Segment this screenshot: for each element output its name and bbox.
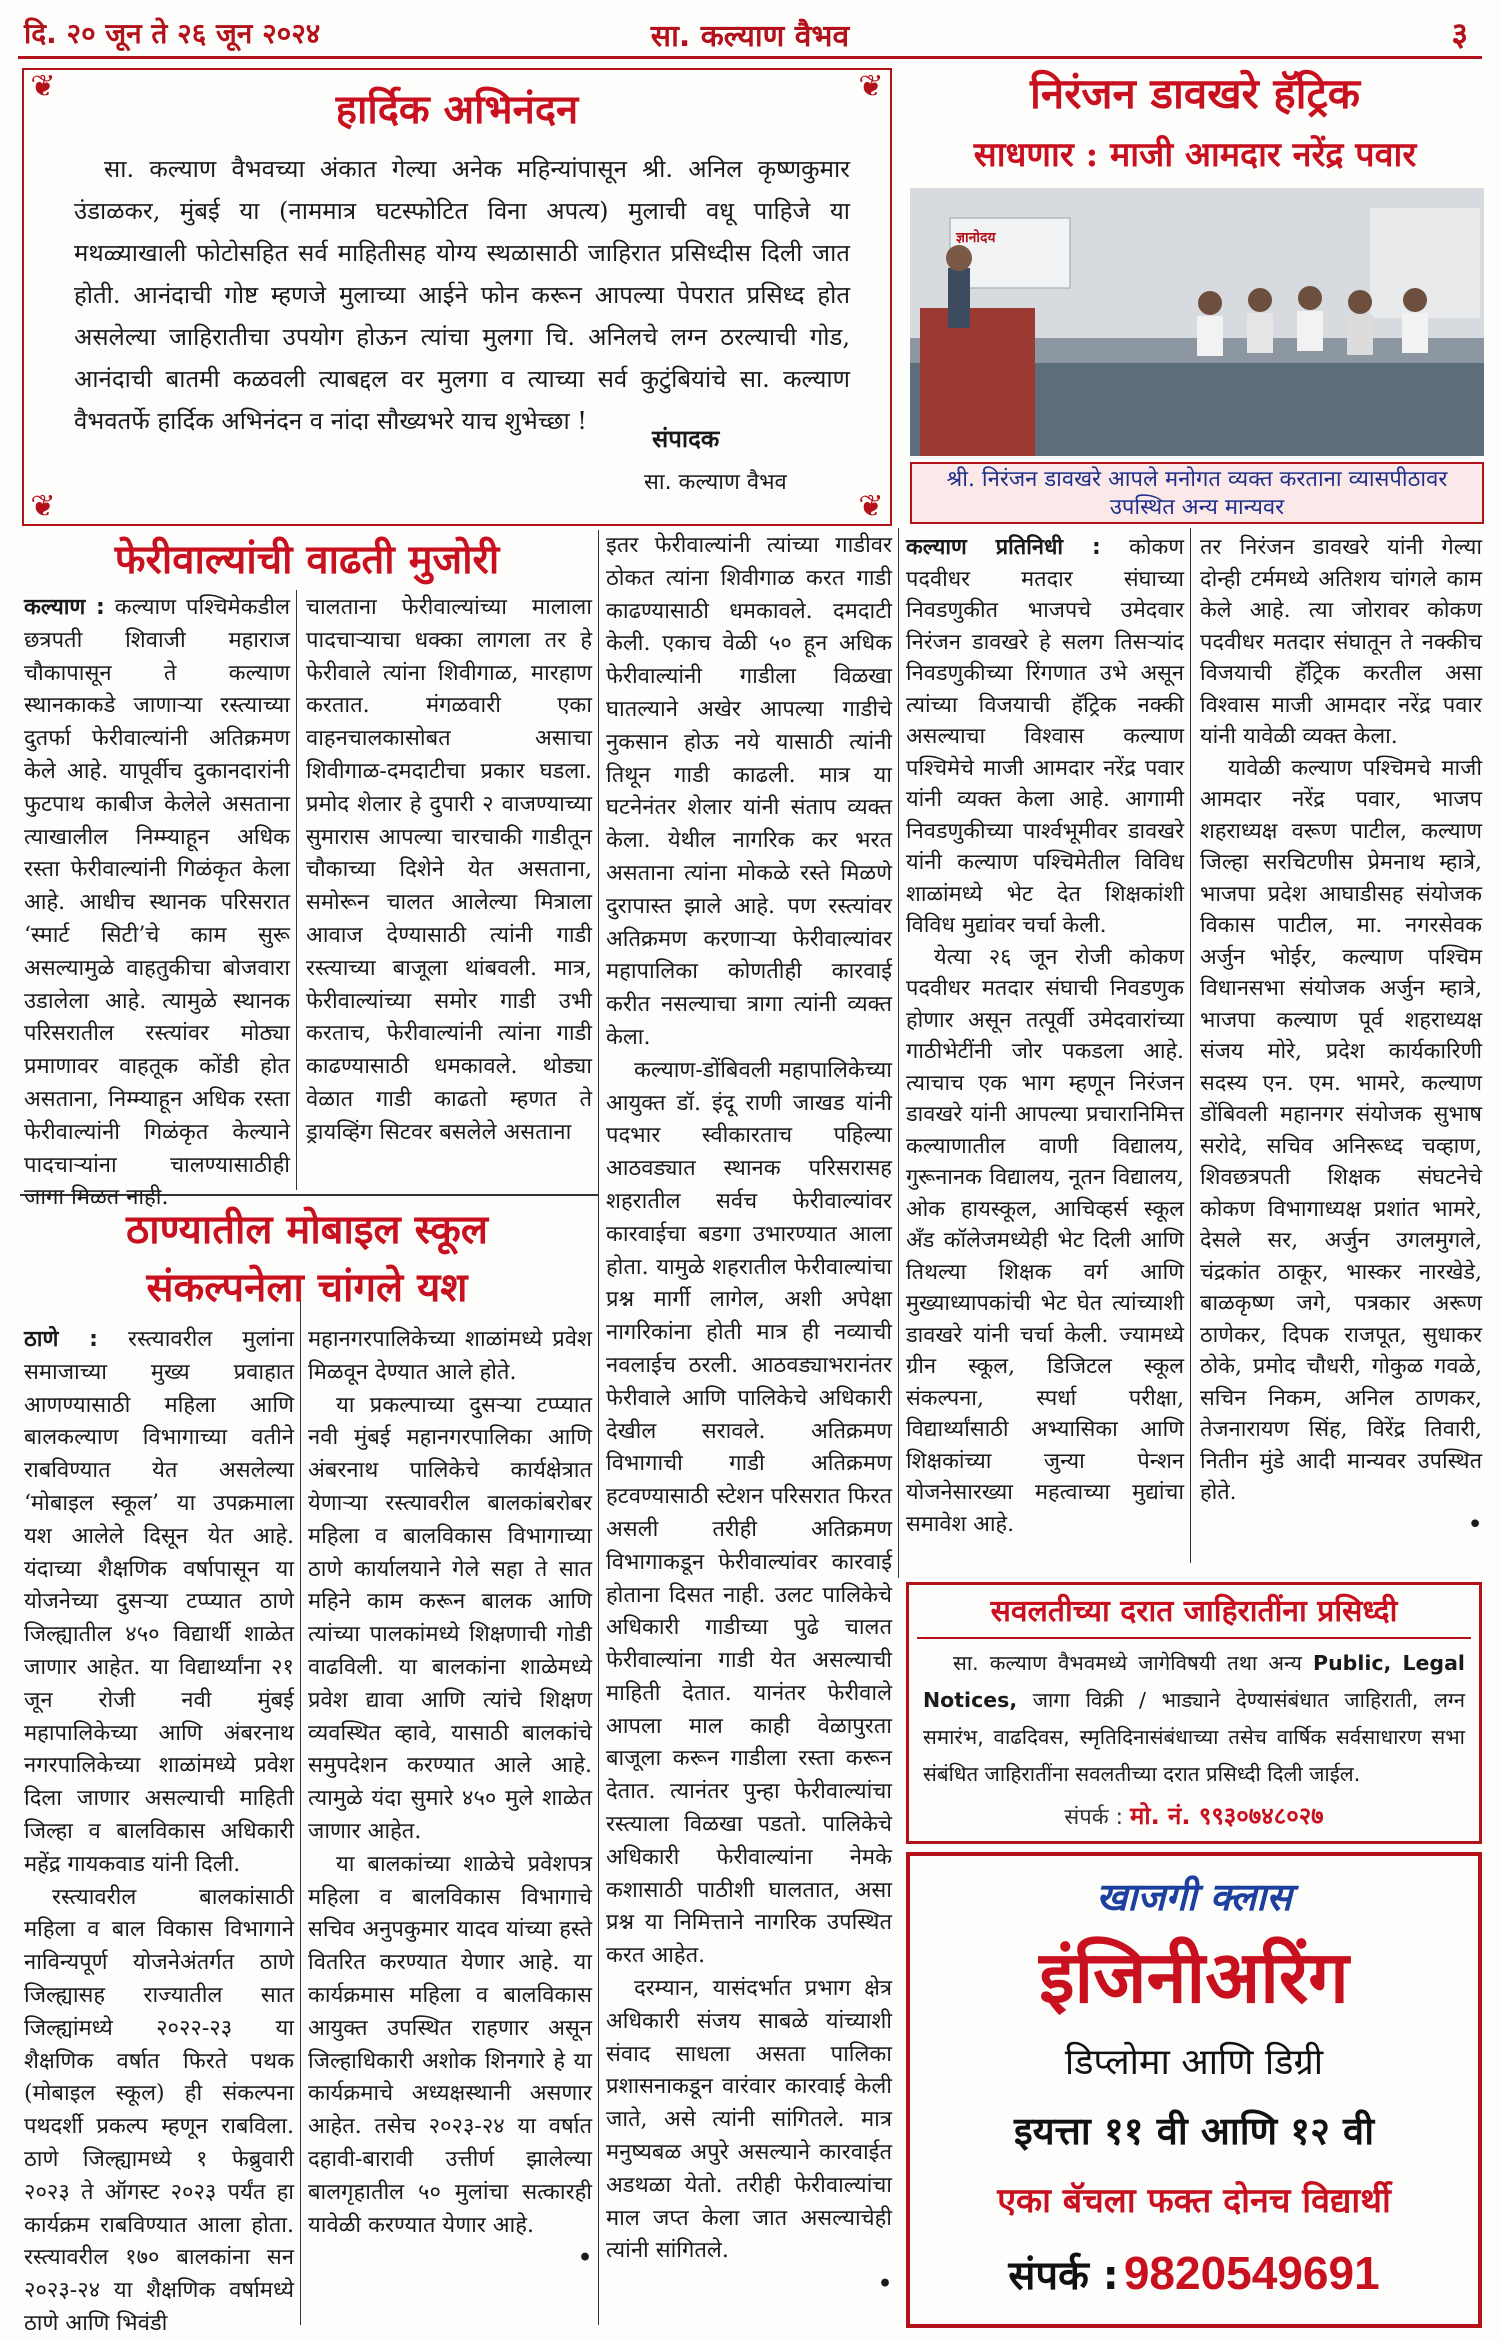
discount-ad-title: सवलतीच्या दरात जाहिरातींना प्रसिध्दी: [917, 1591, 1471, 1639]
school-headline-1: ठाण्यातील मोबाइल स्कूल: [126, 1206, 488, 1253]
column-rule: [300, 1300, 301, 2325]
page-header: [18, 6, 1482, 59]
discount-ad-public: Public,: [1313, 1651, 1392, 1675]
event-photo: [910, 188, 1484, 456]
photo-banner-text: ज्ञानोदय: [956, 230, 996, 246]
niranjan-paragraph: येत्या २६ जून रोजी कोकण पदवीधर मतदार संघाची निवडणुक होणार असून तत्पूर्वी उमेदवारांच्या गाठीभेटींनी जोर पकडला आहे. त्याचाच एक भाग म्हणून निरंजन डावखरे यांनी आपल्या प्रचारानिमित्त कल्याणातील वाणी विद्यालय, गुरूनानक विद्यालय, नूतन विद्यालय, ओक हायस्कूल, आचिव्हर्स स्कूल अँड कॉलेजमध्येही भेट दिली आणि तिथल्या शिक्षक वर्ग आणि मुख्याध्यापकांची भेट घेत त्यांच्याशी डावखरे यांनी चर्चा केली. ज्यामध्ये ग्रीन स्कूल, डिजिटल स्कूल संकल्पना, स्पर्धा परीक्षा, विद्यार्थ्यांसाठी अभ्यासिका आणि शिक्षकांच्या जुन्या पेन्शन योजनेसारख्या महत्वाच्या मुद्यांचा समावेश आहे.: [906, 944, 1184, 1537]
feriwale-paragraph: चालताना फेरीवाल्यांच्या मालाला पादचाऱ्याचा धक्का लागला तर हे फेरीवाले त्यांना शिवीगाळ, मारहाण करतात. मंगळवारी एका वाहनचालकासोबत असाचा शिवीगाळ-दमदाटीचा प्रकार घडला. प्रमोद शेलार हे दुपारी २ वाजण्याच्या सुमारास आपल्या चारचाकी गाडीतून चौकाच्या दिशेने येत असताना, समोरून चालत आलेल्या मित्राला आवाज देण्यासाठी त्यांनी गाडी रस्त्याच्या बाजूला थांबवली. मात्र, फेरीवाल्यांच्या समोर गाडी उभी करताच, फेरीवाल्यांनी त्यांना गाडी काढण्यासाठी धमकावले. थोड्या वेळात गाडी काढतो म्हणत ते ड्रायव्हिंग सिटवर बसलेले असताना: [306, 595, 592, 1145]
school-column-1: [24, 1324, 294, 2336]
corner-ornament-icon: ❦: [858, 69, 884, 104]
column-rule: [598, 530, 599, 1190]
niranjan-headline-2: साधणार : माजी आमदार नरेंद्र पवार: [973, 135, 1417, 175]
feriwale-paragraph: कल्याण पश्चिमेकडील छत्रपती शिवाजी महाराज चौकापासून ते कल्याण स्थानकाकडे जाणाऱ्या रस्त्याच्या दुतर्फा फेरीवाल्यांनी अतिक्रमण केले आहे. यापूर्वीच दुकानदारांनी फुटपाथ काबीज केलेले असताना त्याखालील निम्म्याहून अधिक रस्ता फेरीवाल्यांनी गिळंकृत केला आहे. आधीच स्थानक परिसरात ‘स्मार्ट सिटी’चे काम सुरू असल्यामुळे वाहतुकीचा बोजवारा उडालेला आहे. त्यामुळे स्थानक परिसरातील रस्त्यांवर मोठ्या प्रमाणावर वाहतूक कोंडी होत असताना, निम्म्याहून अधिक रस्ता फेरीवाल्यांनी गिळंकृत केल्याने पादचाऱ्यांना चालण्यासाठीही जागा मिळत नाही.: [24, 595, 290, 1211]
discount-ad-line: सा. कल्याण वैभवमध्ये जागेविषयी तथा अन्य: [953, 1651, 1302, 1675]
discount-ad-phone: मो. नं. ९९३०७४८०२७: [1130, 1802, 1324, 1830]
school-paragraph: रस्त्यावरील बालकांसाठी महिला व बाल विकास विभागाने नाविन्यपूर्ण योजनेअंतर्गत ठाणे जिल्ह्यासह राज्यातील सात जिल्ह्यांमध्ये २०२२-२३ या शैक्षणिक वर्षात फिरते पथक (मोबाइल स्कूल) ही संकल्पना पथदर्शी प्रकल्प म्हणून राबविला. ठाणे जिल्ह्यामध्ये १ फेब्रुवारी २०२३ ते ऑगस्ट २०२३ पर्यंत हा कार्यक्रम राबविण्यात आला होता. रस्त्यावरील १७० बालकांना सन २०२३-२४ या शैक्षणिक वर्षामध्ये ठाणे आणि भिवंडी: [24, 1884, 294, 2336]
corner-ornament-icon: ❦: [858, 489, 884, 524]
corner-ornament-icon: ❦: [30, 69, 56, 104]
feriwale-paragraph: दरम्यान, यासंदर्भात प्रभाग क्षेत्र अधिकारी संजय साबळे यांच्याशी संवाद साधला असता पालिका प्रशासनाकडून वारंवार कारवाई केली जाते, असे त्यांनी सांगितले. मात्र मनुष्यबळ अपुरे असल्याने कारवाईत अडथळा येतो. तरीही फेरीवाल्यांचा माल जप्त केला जात असल्याचेही त्यांनी सांगितले.: [606, 1976, 892, 2264]
class-ad-phone: 9820549691: [1123, 2247, 1380, 2299]
niranjan-paragraph: यावेळी कल्याण पश्चिमचे माजी आमदार नरेंद्र पवार, भाजप शहराध्यक्ष वरूण पाटील, कल्याण जिल्हा सरचिटणीस प्रेमनाथ म्हात्रे, भाजपा प्रदेश आघाडीसह संयोजक विकास पाटील, मा. नगरसेवक अर्जुन भोईर, कल्याण पश्चिम विधानसभा संयोजक अर्जुन म्हात्रे, भाजपा कल्याण पूर्व शहराध्यक्ष संजय मोरे, प्रदेश कार्यकारिणी सदस्य एन. एम. भामरे, कल्याण डोंबिवली महानगर संयोजक सुभाष सरोदे, सचिव अनिरूध्द चव्हाण, शिवछत्रपती शिक्षक संघटनेचे कोकण विभागाध्यक्ष प्रशांत भामरे, देसले सर, अर्जुन उगलमुगले, चंद्रकांत ठाकूर, भास्कर नारखेडे, बाळकृष्ण जगे, पत्रकार अरूण ठाणेकर, दिपक राजपूत, सुधाकर ठोके, प्रमोद चौधरी, गोकुळ गवळे, सचिन निकम, अनिल ठाणकर, तेजनारायण सिंह, विरेंद्र तिवारी, नितीन मुंडे आदी मान्यवर उपस्थित होते.: [1200, 755, 1482, 1505]
niranjan-headline-1: निरंजन डावखरे हॅट्रिक: [1030, 69, 1360, 118]
class-ad-subject: इंजिनीअरिंग: [1039, 1935, 1349, 2019]
school-end-mark: •: [577, 2245, 592, 2272]
feriwale-paragraph: इतर फेरीवाल्यांनी त्यांच्या गाडीवर ठोकत त्यांना शिवीगाळ करत गाडी काढण्यासाठी धमकावले. दमदाटी केली. एकाच वेळी ५० हून अधिक फेरीवाल्यांनी गाडीला विळखा घातल्याने अखेर आपल्या गाडीचे नुकसान होऊ नये यासाठी त्यांनी तिथून गाडी काढली. मात्र या घटनेनंतर शेलार यांनी संताप व्यक्त केला. येथील नागरिक कर भरत असताना त्यांना मोकळे रस्ते मिळणे दुरापास्त झाले आहे. पण रस्त्यांवर अतिक्रमण करणाऱ्या फेरीवाल्यांवर महापालिका कोणतीही कारवाई करीत नसल्याचा त्रागा त्यांनी व्यक्त केला.: [606, 533, 892, 1050]
masthead: सा. कल्याण वैभव: [650, 19, 850, 54]
discount-ad-contact-label: संपर्क :: [1064, 1805, 1124, 1830]
niranjan-paragraph: तर निरंजन डावखरे यांनी गेल्या दोन्ही टर्ममध्ये अतिशय चांगले काम केले आहे. त्या जोरावर कोकण पदवीधर मतदार संघातून ते नक्कीच विजयाची हॅट्रिक करतील असा विश्वास माजी आमदार नरेंद्र पवार यांनी यावेळी व्यक्त केला.: [1200, 535, 1482, 749]
class-ad-contact: [910, 2246, 1478, 2301]
school-paragraph: या प्रकल्पाच्या दुसऱ्या टप्प्यात नवी मुंबई महानगरपालिका आणि अंबरनाथ पालिकेचे कार्यक्षेत्रात येणाऱ्या रस्त्यावरील बालकांबरोबर महिला व बालविकास विभागाच्या ठाणे कार्यालयाने गेले सहा ते सात महिने काम करून बालक आणि त्यांच्या पालकांमध्ये शिक्षणाची गोडी वाढविली. या बालकांना शाळेमध्ये प्रवेश द्यावा आणि त्यांचे शिक्षण व्यवस्थित व्हावे, यासाठी बालकांचे समुपदेशन करण्यात आले आहे. त्यामुळे यंदा सुमारे ४५० मुले शाळेत जाणार आहेत.: [308, 1392, 592, 1844]
greeting-body: सा. कल्याण वैभवच्या अंकात गेल्या अनेक महिन्यांपासून श्री. अनिल कृष्णकुमार उंडाळकर, मुंबई या (नाममात्र घटस्फोटित विना अपत्य) मुलाची वधू पाहिजे या मथळ्याखाली फोटोसहित सर्व माहितीसह योग्य स्थळासाठी जाहिरात प्रसिध्दीस दिली जात होती. आनंदाची गोष्ट म्हणजे मुलाच्या आईने फोन करून आपल्या पेपरात प्रसिध्द होत असलेल्या जाहिरातीचा उपयोग होऊन त्यांचा मुलगा चि. अनिलचे लग्न ठरल्याची गोड, आनंदाची बातमी कळवली त्याबद्दल वर मुलगा व त्याच्या सर्व कुटुंबियांचे सा. कल्याण वैभवतर्फे हार्दिक अभिनंदन व नांदा सौख्यभरे याच शुभेच्छा !: [74, 155, 850, 435]
greeting-sign-editor: संपादक: [652, 425, 720, 453]
feriwale-column-2: [306, 592, 592, 1182]
column-rule: [598, 1190, 599, 2325]
photo-caption: श्री. निरंजन डावखरे आपले मनोगत व्यक्त करताना व्यासपीठावर उपस्थित अन्य मान्यवर: [910, 462, 1484, 524]
school-column-2: [308, 1324, 592, 2324]
greeting-title: हार्दिक अभिनंदन: [335, 86, 579, 133]
column-rule: [1190, 528, 1191, 1563]
greeting-box: [22, 68, 892, 526]
class-ad-line1: डिप्लोमा आणि डिग्री: [1064, 2042, 1324, 2083]
school-paragraph: रस्त्यावरील मुलांना समाजाच्या मुख्य प्रवाहात आणण्यासाठी महिला आणि बालकल्याण विभागाच्या वतीने राबविण्यात येत असलेल्या ‘मोबाइल स्कूल’ या उपक्रमाला यश आलेले दिसून येत आहे. यंदाच्या शैक्षणिक वर्षापासून या योजनेच्या दुसऱ्या टप्प्यात ठाणे जिल्ह्यातील ४५० विद्यार्थी शाळेत जाणार आहेत. या विद्यार्थ्यांना २१ जून रोजी नवी मुंबई महापालिकेच्या आणि अंबरनाथ नगरपालिकेच्या शाळांमध्ये प्रवेश दिला जाणार असल्याची माहिती जिल्हा व बालविकास अधिकारी महेंद्र गायकवाड यांनी दिली.: [24, 1327, 294, 1877]
class-ad-contact-label: संपर्क :: [1008, 2253, 1119, 2299]
class-ad: [906, 1852, 1482, 2328]
class-ad-line2: इयत्ता ११ वी आणि १२ वी: [1013, 2109, 1375, 2153]
event-photo-illustration: [910, 188, 1484, 456]
column-rule: [296, 590, 297, 1190]
feriwale-paragraph: कल्याण-डोंबिवली महापालिकेच्या आयुक्त डॉ. इंदू राणी जाखड यांनी पदभार स्वीकारताच पहिल्या आठवड्यात स्थानक परिसरासह शहरातील सर्वच फेरीवाल्यांवर कारवाईचा बडगा उभारण्यात आला होता. यामुळे शहरातील फेरीवाल्यांचा प्रश्न मार्गी लागेल, अशी अपेक्षा नागरिकांना होती मात्र ही नव्याची नवलाईच ठरली. आठवड्याभरानंतर फेरीवाले आणि पालिकेचे अधिकारी देखील सरावले. अतिक्रमण विभागाची गाडी अतिक्रमण हटवण्यासाठी स्टेशन परिसरात फिरत असली तरीही अतिक्रमण विभागाकडून फेरीवाल्यांवर कारवाई होताना दिसत नाही. उलट पालिकेचे अधिकारी गाडीच्या पुढे चालत फेरीवाल्यांना गाडी येत असल्याची माहिती देतात. यानंतर फेरीवाले आपला माल काही वेळापुरता बाजूला करून गाडीला रस्ता करून देतात. त्यानंतर पुन्हा फेरीवाल्यांचा रस्त्याला विळखा पडतो. पालिकेचे अधिकारी फेरीवाल्यांना नेमके कशासाठी पाठीशी घालतात, असा प्रश्न या निमित्ताने नागरिक उपस्थित करत आहेत.: [606, 1057, 892, 1969]
school-headline-2: संकल्पनेला चांगले यश: [146, 1264, 468, 1311]
feriwale-column-1: [24, 592, 290, 1211]
niranjan-end-mark: •: [1468, 1511, 1482, 1537]
greeting-sign-paper: सा. कल्याण वैभव: [644, 470, 787, 495]
feriwale-column-3: [606, 530, 892, 2320]
niranjan-column-2: [1200, 532, 1482, 1572]
class-ad-line3: एका बॅचला फक्त दोनच विद्यार्थी: [997, 2181, 1391, 2221]
discount-ad-body: [923, 1645, 1465, 1793]
page-number: ३: [1451, 15, 1468, 53]
discount-ad-legal: Legal Notices,: [923, 1651, 1465, 1712]
feriwale-headline: फेरीवाल्यांची वाढती मुजोरी: [114, 536, 500, 583]
discount-ad-line: जागा विक्री / भाड्याने देण्यासंबंधात जाहिराती, लग्न समारंभ, वाढदिवस, स्मृतिदिनासंबंधाच्या तसेच वार्षिक सर्वसाधारण सभा संबंधित जाहिरातींना सवलतीच्या दरात प्रसिध्दी दिली जाईल.: [923, 1688, 1465, 1786]
school-dateline: ठाणे :: [24, 1327, 98, 1352]
discount-ad: [906, 1582, 1482, 1844]
corner-ornament-icon: ❦: [30, 489, 56, 524]
issue-date: दि. २० जून ते २६ जून २०२४: [24, 17, 321, 50]
feriwale-end-mark: •: [877, 2271, 892, 2298]
discount-ad-contact: [909, 1799, 1479, 1832]
class-ad-heading: खाजगी क्लास: [1096, 1875, 1292, 1919]
feriwale-dateline: कल्याण :: [24, 595, 105, 620]
school-paragraph: या बालकांच्या शाळेचे प्रवेशपत्र महिला व बालविकास विभागाचे सचिव अनुपकुमार यादव यांच्या हस्ते वितरित करण्यात येणार आहे. या कार्यक्रमास महिला व बालविकास आयुक्त उपस्थित राहणार असून जिल्हाधिकारी अशोक शिनगारे हे या कार्यक्रमाचे अध्यक्षस्थानी असणार आहेत. तसेच २०२३-२४ या वर्षात दहावी-बारावी उत्तीर्ण झालेल्या बालगृहातील ५० मुलांचा सत्कारही यावेळी करण्यात येणार आहे.: [308, 1851, 592, 2238]
niranjan-column-1: [906, 532, 1184, 1572]
column-rule: [898, 528, 899, 1578]
niranjan-paragraph: कोकण पदवीधर मतदार संघाच्या निवडणुकीत भाजपचे उमेदवार निरंजन डावखरे हे सलग तिसऱ्यांद निवडणुकीच्या रिंगणात उभे असून त्यांच्या विजयाची हॅट्रिक नक्की असल्याचा विश्वास कल्याण पश्चिमेचे माजी आमदार नरेंद्र पवार यांनी व्यक्त केला आहे. आगामी निवडणुकीच्या पार्श्वभूमीवर डावखरे यांनी कल्याण पश्चिमेतील विविध शाळांमध्ये भेट देत शिक्षकांशी विविध मुद्यांवर चर्चा केली.: [906, 535, 1184, 938]
school-paragraph: महानगरपालिकेच्या शाळांमध्ये प्रवेश मिळवून देण्यात आले होते.: [308, 1327, 592, 1385]
niranjan-dateline: कल्याण प्रतिनिधी :: [906, 535, 1101, 560]
